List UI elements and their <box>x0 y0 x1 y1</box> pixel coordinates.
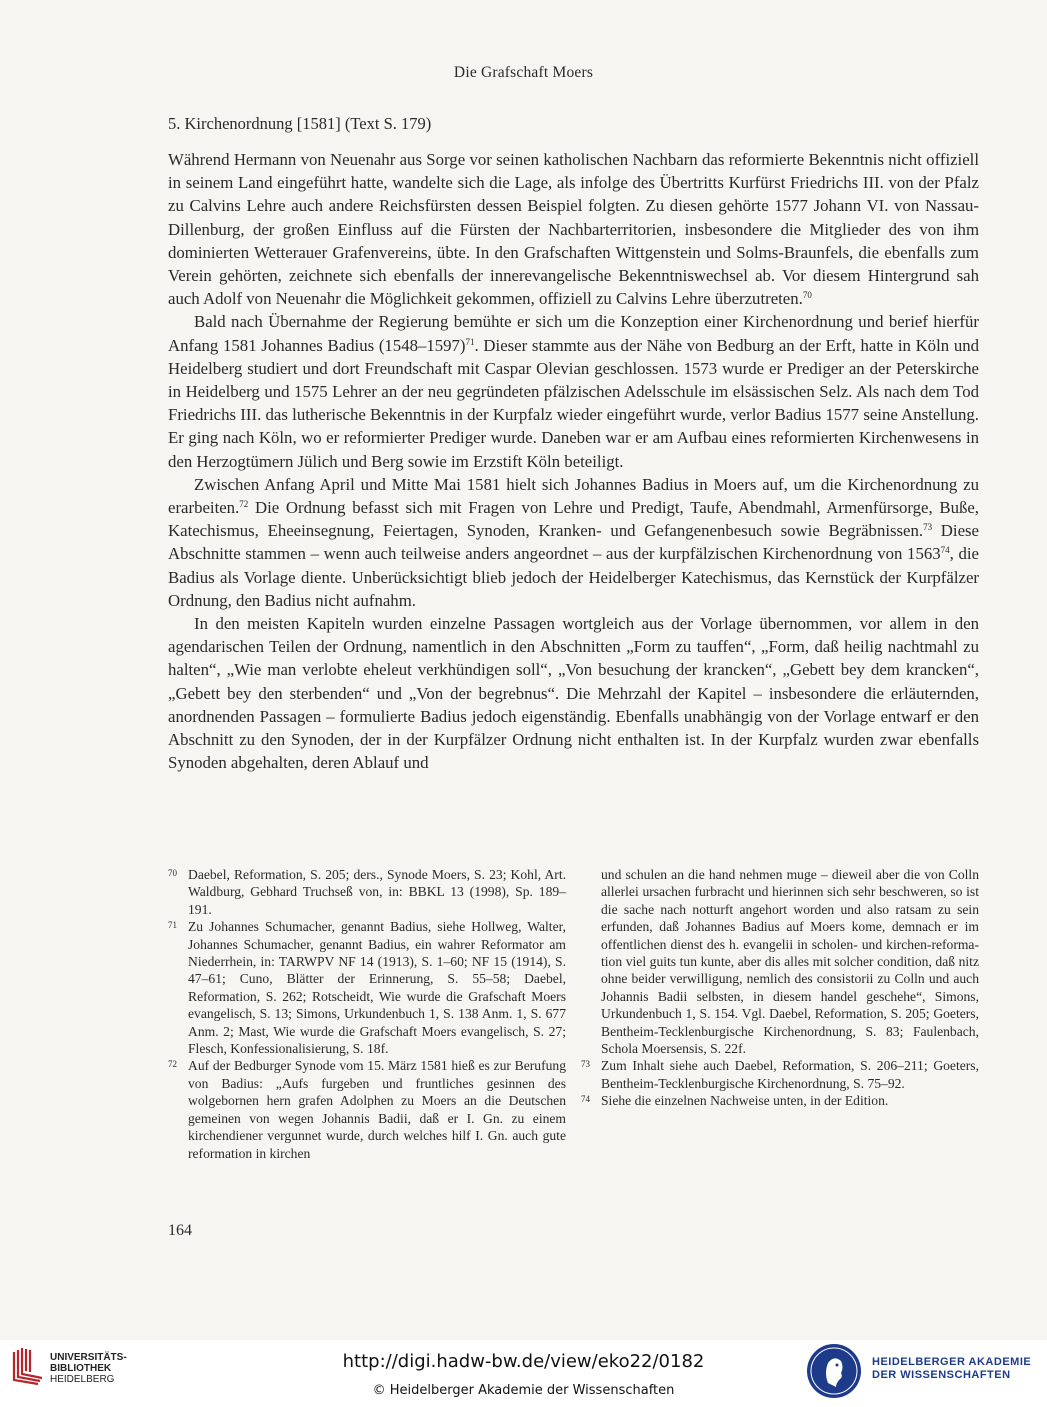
footnote-73: 73 Zum Inhalt siehe auch Daebel, Reformation, S. 206–211; Goeters, Bentheim-Tecklenburgische Kirchenordnung, S. 75–92. <box>581 1058 979 1091</box>
paragraph-2: Bald nach Übernahme der Regierung bemühte er sich um die Konzeption einer Kirchenordnung und berief hierfür Anfang 1581 Johannes Badius (1548–1597)$^{71}$. Dieser stammte aus der Nähe von Bedburg an der Erft, hatte in Köln und Heidelberg studiert und dort Freundschaft mit Caspar Olevian geschlossen. 1573 wurde er Prediger an der Peterskirche in Heidelberg und 1575 Lehrer an der neu gegründeten pfälzischen Adelsschule im elsässischen Selz. Als nach dem Tod Friedrichs III. das lutherische Bekenntnis in der Kurpfalz wieder eingeführt wurde, verlor Badius 1577 seine Anstellung. Er ging nach Köln, wo er reformierter Prediger wurde. Daneben war er am Aufbau eines reformierten Kirchenwesens in den Herzogtümern Jülich und Berg sowie im Erzstift Köln beteiligt. <box>168 312 980 471</box>
paragraph-4: In den meisten Kapiteln wurden einzelne Passagen wortgleich aus der Vorlage übernommen, vor allem in den agendarischen Teilen der Ordnung, namentlich in den Abschnitten „Form zu tauffen“, „Form, daß heilig nachtmahl zu halten“, „Wie man verlobte eheleut verkhündigen soll“, „Von besuchung der krancken“, „Gebett bey dem krancken“, „Gebett bey den sterbenden“ und „Von der begrebnus“. Die Mehrzahl der Kapitel – insbesondere die erläuternden, anordnenden Passagen – formulierte Badius jedoch eigenständig. Ebenfalls unabhängig von der Vorlage entwarf er den Abschnitt zu den Synoden, der in der Kurpfälzer Ordnung nicht enthalten ist. In der Kurpfalz wurden zwar ebenfalls Synoden abgehalten, deren Ablauf und <box>168 614 979 773</box>
paragraph-1: Während Hermann von Neuenahr aus Sorge vor seinen katholischen Nachbarn das reformierte Bekenntnis nicht offiziell in seinem Land eingeführt hatte, wandelte sich die Lage, als infolge des Übertritts Kurfürst Friedrichs III. von der Pfalz zu Calvins Lehre auch andere Reichsfürsten dessen Beispiel folgten. Zu diesen gehörte 1577 Johann VI. von Nassau-Dillenburg, der großen Einfluss auf die Fürsten der Nachbarterritorien, insbesondere die Mitglieder des von ihm dominierten Wetterauer Grafenvereins, übte. In den Grafschaften Wittgenstein und Solms-Braunfels, die ebenfalls zum Verein gehörten, zeichnete sich ebenfalls der innerevangelische Bekenntniswechsel ab. Vor diesem Hintergrund sah auch Adolf von Neuenahr die Möglichkeit gekommen, offiziell zu Calvins Lehre überzutreten.$^{70}$ <box>168 150 979 309</box>
body-text <box>168 148 979 774</box>
library-name-line-1: UNIVERSITÄTS- <box>50 1352 127 1363</box>
footnote-74: 74 Siehe die einzelnen Nachweise unten, in der Edition. <box>581 1093 889 1109</box>
footnote-ref[interactable]: 74 <box>940 545 950 556</box>
footnote-ref[interactable]: 73 <box>923 522 933 533</box>
academy-seal-icon[interactable] <box>806 1343 862 1399</box>
section-title: 5. Kirchenordnung [1581] (Text S. 179) <box>168 114 432 133</box>
permalink-url[interactable]: http://digi.hadw-bw.de/view/eko22/0182 <box>342 1351 705 1372</box>
library-name-line-2: BIBLIOTHEK <box>50 1363 112 1374</box>
academy-name-line-1: HEIDELBERGER AKADEMIE <box>872 1356 1032 1368</box>
academy-name-line-2: DER WISSENSCHAFTEN <box>872 1369 1011 1381</box>
footnotes-left-column <box>168 866 566 1162</box>
footnote-72: 72 Auf der Bedburger Synode vom 15. März 1581 hieß es zur Berufung von Badius: „Aufs furgeben und fruntliches gesinnen des wolgebornen hern grafen Adolphen zu Moers an die Deutschen gemeinen von wegen Johannis Badii, daß er I. Gn. zu einem kirchendiener vergunnet wurde, durch welches hilf I. Gn. auch gute reformation in kirchen <box>168 1058 566 1161</box>
footnote-71: 71 Zu Johannes Schumacher, genannt Badius, siehe Hollweg, Walter, Johannes Schumacher, genannt Badius, ein wahrer Reformator am Niederrhein, in: TARWPV NF 14 (1913), S. 1–60; NF 15 (1914), S. 47–61; Cuno, Blätter der Erinnerung, S. 55–58; Daebel, Reformation, S. 262; Rotscheidt, Wie wurde die Grafschaft Moers evangelisch, S. 13; Simons, Urkundenbuch 1, S. 138 Anm. 1, S. 677 Anm. 2; Mast, Wie wurde die Grafschaft Moers evangelisch, S. 27; Flesch, Konfessionalisierung, S. 18f. <box>168 919 566 1057</box>
copyright-notice: © Heidelberger Akademie der Wissenschaften <box>372 1383 675 1398</box>
footnote-ref[interactable]: 72 <box>239 499 249 510</box>
library-name-line-3: HEIDELBERG <box>50 1374 115 1385</box>
footnote-ref[interactable]: 70 <box>802 290 812 301</box>
footnotes-right-column <box>581 866 979 1162</box>
footnotes <box>168 866 979 1162</box>
footnote-ref[interactable]: 71 <box>465 336 475 347</box>
footnote-70: 70 Daebel, Reformation, S. 205; ders., Synode Moers, S. 23; Kohl, Art. Waldburg, Gebhard Truchseß von, in: BBKL 13 (1998), Sp. 189–191. <box>168 867 566 917</box>
academy-logo-text[interactable] <box>872 1356 1031 1382</box>
paragraph-3: Zwischen Anfang April und Mitte Mai 1581 hielt sich Johannes Badius in Moers auf, um die Kirchenordnung zu erarbeiten.$^{72}$ Die Ordnung befasst sich mit Fragen von Lehre und Predigt, Taufe, Abendmahl, Armenfürsorge, Buße, Katechismus, Eheeinsegnung, Feiertagen, Synoden, Kranken- und Gefangenenbesuch sowie Begräbnissen.$^{73}$ Diese Abschnitte stammen – wenn auch teilweise anders angeordnet – aus der kurpfälzischen Kirchenordnung von 1563$^{74}$, die Badius als Vorlage diente. Unberücksichtigt blieb jedoch der Heidelberger Katechismus, das Kernstück der Kurpfälzer Ordnung, den Badius nicht aufnahm. <box>168 474 980 610</box>
footnote-72-continued: und schulen an die hand nehmen muge – dieweil aber die von Colln allerlei ursachen furbracht und hierinnen sich sehr beschweren, so ist die sache nach notturft angehort worden und also ratsam zu sein erfunden, daß Johannes Badius auf Moers kome, demnach er im offentlichen dienst des h. evangelii in scholen- und kirchen-reformation viel guits tun kunte, aber dis alles mit solcher condition, daß nitz ohne beider verwilligung, nemlich des consistorii zu Colln und auch Johannis Badii selbsten, in diesem handel geschehe“, Simons, Urkundenbuch 1, S. 154. Vgl. Daebel, Reformation, S. 205; Goeters, Bentheim-Tecklenburgische Kirchenordnung, S. 83; Faulenbach, Schola Moersensis, S. 22f. <box>601 867 979 1057</box>
running-head: Die Grafschaft Moers <box>453 64 594 81</box>
page-number: 164 <box>168 1222 192 1239</box>
